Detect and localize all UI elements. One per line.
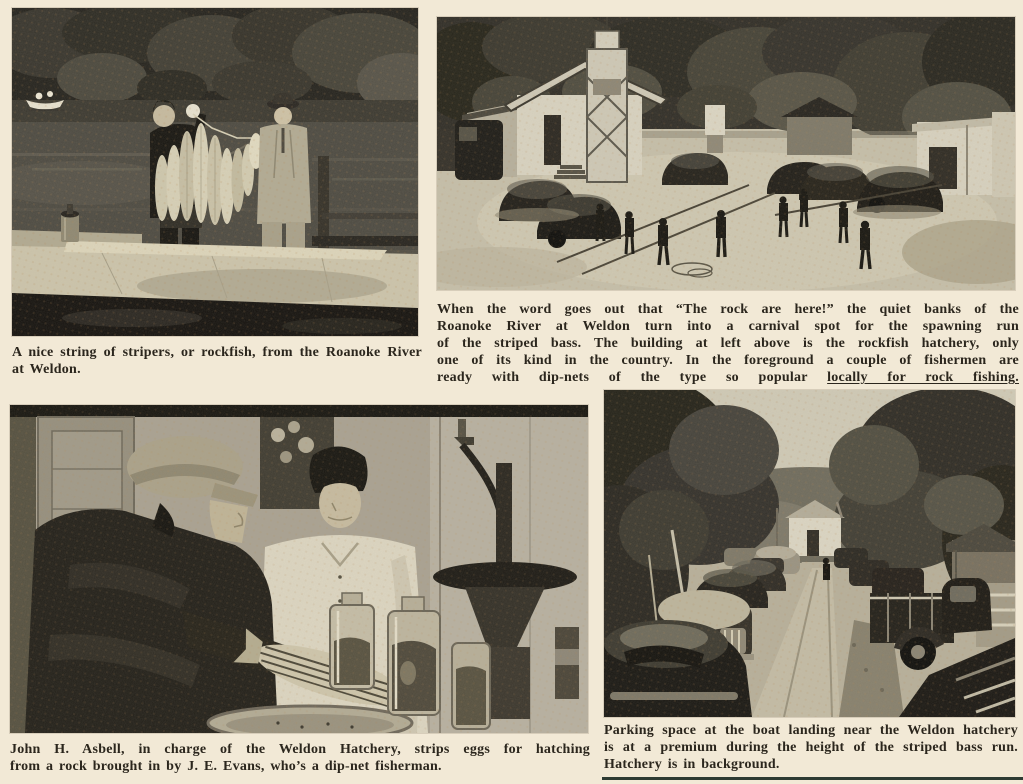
photo-egg-stripping xyxy=(10,405,588,733)
grain-overlay xyxy=(10,405,588,733)
caption-egg-stripping xyxy=(10,741,590,775)
caption-line: Roanoke River at Weldon turn into a carnival spot for the spawning run xyxy=(437,319,1019,334)
caption-line: is at a premium during the height of the striped bass run. xyxy=(604,740,1018,755)
photo-hatchery-lot xyxy=(437,17,1015,290)
parking-road-scene xyxy=(604,390,1015,717)
caption-line: from a rock brought in by J. E. Evans, who’s a dip-net fisherman. xyxy=(10,759,442,774)
caption-line: Parking space at the boat landing near the Weldon hatchery xyxy=(604,723,1018,738)
caption-line: When the word goes out that “The rock are here!” the quiet banks of the xyxy=(437,302,1019,317)
caption-line: John H. Asbell, in charge of the Weldon Hatchery, strips eggs for hatching xyxy=(10,742,590,757)
caption-line: of the striped bass. The building at left above is the rockfish hatchery, only xyxy=(437,336,1019,351)
caption-stripers xyxy=(12,344,422,378)
grain-overlay xyxy=(604,390,1015,717)
caption-line: A nice string of stripers, or rockfish, from the Roanoke River xyxy=(12,345,422,360)
grain-overlay xyxy=(12,8,418,336)
caption-line: one of its kind in the country. In the foreground a couple of fishermen are xyxy=(437,353,1019,368)
bottom-rule xyxy=(602,777,1023,780)
caption-parking xyxy=(604,722,1018,773)
hatchery-lot-scene xyxy=(437,17,1015,290)
hatchery-interior-scene xyxy=(10,405,588,733)
caption-line: at Weldon. xyxy=(12,362,81,377)
caption-line: Hatchery is in background. xyxy=(604,757,780,772)
photo-boat-landing-parking xyxy=(604,390,1015,717)
caption-hatchery-lot xyxy=(437,301,1019,386)
grain-overlay xyxy=(437,17,1015,290)
caption-text: ready with dip-nets of the type so popular xyxy=(437,370,828,385)
caption-line xyxy=(437,369,1019,386)
river-scene xyxy=(12,8,418,336)
caption-underlined-text: locally for rock fishing. xyxy=(827,370,1019,385)
photo-stripers-string xyxy=(12,8,418,336)
